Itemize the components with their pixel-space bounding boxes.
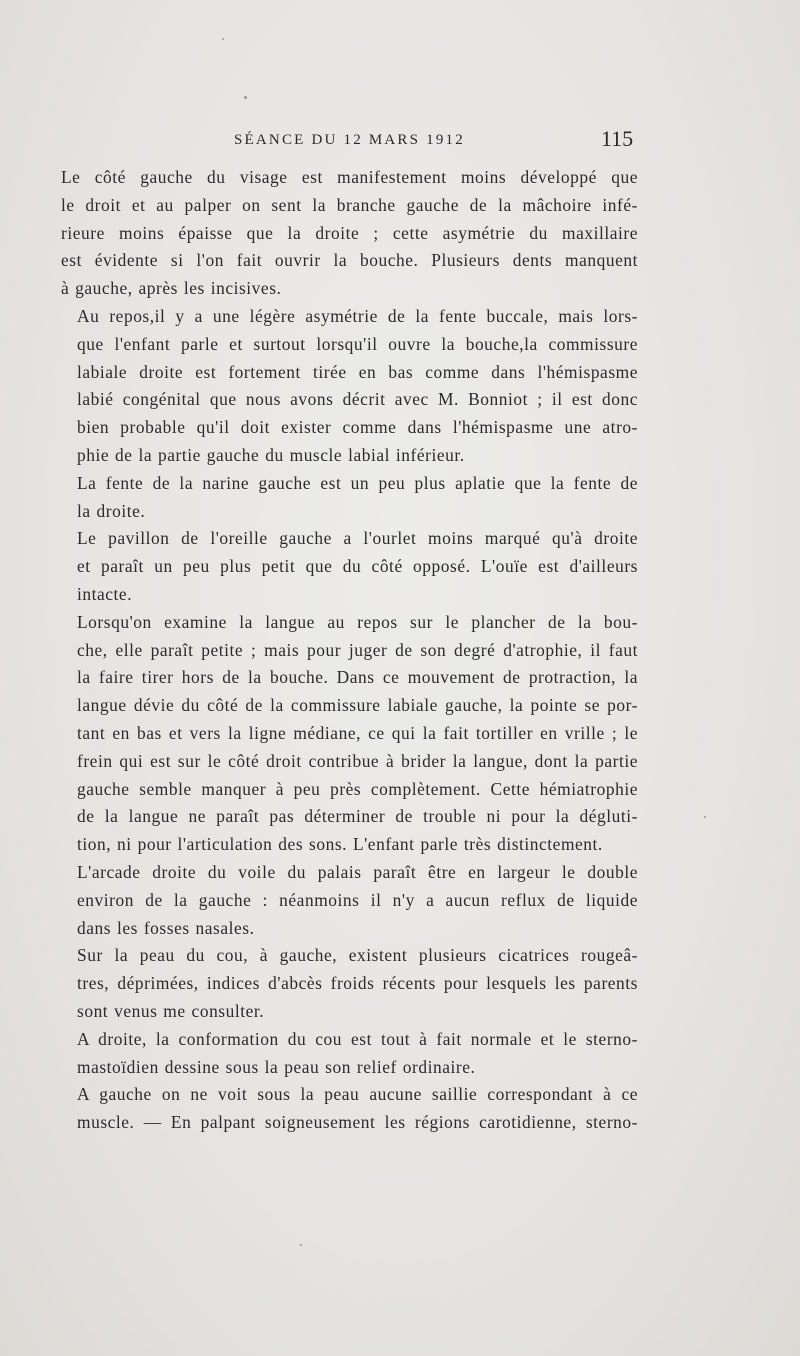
text-line: que l'enfant parle et surtout lorsqu'il ouvre la bouche,la commissure [77,333,638,354]
text-line: Le pavillon de l'oreille gauche a l'ourlet moins marqué qu'à droite [77,528,638,549]
text-line: Sur la peau du cou, à gauche, existent plusieurs cicatrices rougeâ- [77,945,638,966]
paper-speck [704,816,706,818]
paragraph [58,1026,638,1082]
paragraph [58,164,638,303]
paragraph [58,1081,638,1137]
text-line: et paraît un peu plus petit que du côté opposé. L'ouïe est d'ailleurs [77,556,638,577]
paper-speck [244,96,247,99]
paragraph [58,942,638,1025]
text-line: de la langue ne paraît pas déterminer de trouble ni pour la dégluti- [77,806,638,827]
text-line: environ de la gauche : néanmoins il n'y a aucun reflux de liquide [77,889,638,910]
text-line: dans les fosses nasales. [77,917,255,938]
text-line: Au repos,il y a une légère asymétrie de la fente buccale, mais lors- [77,305,638,326]
text-line: tion, ni pour l'articulation des sons. L'enfant parle très distinctement. [77,834,603,855]
text-line: che, elle paraît petite ; mais pour juger de son degré d'atrophie, il faut [77,639,638,660]
text-line: L'arcade droite du voile du palais paraît être en largeur le double [77,861,638,882]
text-line: A gauche on ne voit sous la peau aucune saillie correspondant à ce [77,1084,638,1105]
text-line: est évidente si l'on fait ouvrir la bouche. Plusieurs dents manquent [61,250,638,271]
text-line: sont venus me consulter. [77,1000,265,1021]
text-line: mastoïdien dessine sous la peau son relief ordinaire. [77,1056,476,1077]
page-number: 115 [601,126,634,151]
text-line: tant en bas et vers la ligne médiane, ce qui la fait tortiller en vrille ; le [77,722,638,743]
paragraph [58,525,638,608]
text-line: le droit et au palper on sent la branche gauche de la mâchoire infé- [61,194,638,215]
text-line: labié congénital que nous avons décrit avec M. Bonniot ; il est donc [77,389,638,410]
text-line: muscle. — En palpant soigneusement les régions carotidienne, sterno- [77,1112,638,1133]
text-line: frein qui est sur le côté droit contribue à brider la langue, dont la partie [77,750,638,771]
text-line: Le côté gauche du visage est manifestement moins développé que [61,167,638,187]
text-line: phie de la partie gauche du muscle labial inférieur. [77,444,465,465]
paper-speck [222,38,224,40]
text-line: langue dévie du côté de la commissure labiale gauche, la pointe se por- [77,695,638,716]
text-line: gauche semble manquer à peu près complètement. Cette hémiatrophie [77,778,638,799]
text-line: bien probable qu'il doit exister comme dans l'hémispasme une atro- [77,417,638,438]
paper-speck [300,1244,302,1246]
paragraph [58,303,638,470]
text-line: La fente de la narine gauche est un peu plus aplatie que la fente de [77,472,638,493]
paragraph [58,470,638,526]
text-line: intacte. [77,583,133,604]
text-line: à gauche, après les incisives. [61,278,282,299]
text-line: rieure moins épaisse que la droite ; cette asymétrie du maxillaire [61,222,638,243]
text-line: la droite. [77,500,146,521]
text-line: la faire tirer hors de la bouche. Dans ce mouvement de protraction, la [77,667,638,688]
text-line: A droite, la conformation du cou est tout à fait normale et le sterno- [77,1028,638,1049]
body-text [58,164,638,1137]
text-line: tres, déprimées, indices d'abcès froids récents pour lesquels les parents [77,973,638,994]
running-head: SÉANCE DU 12 MARS 1912 [234,132,465,148]
text-line: labiale droite est fortement tirée en bas comme dans l'hémispasme [77,361,638,382]
text-line: Lorsqu'on examine la langue au repos sur le plancher de la bou- [77,611,638,632]
paragraph [58,859,638,942]
paragraph [58,609,638,859]
page-header [0,126,800,156]
